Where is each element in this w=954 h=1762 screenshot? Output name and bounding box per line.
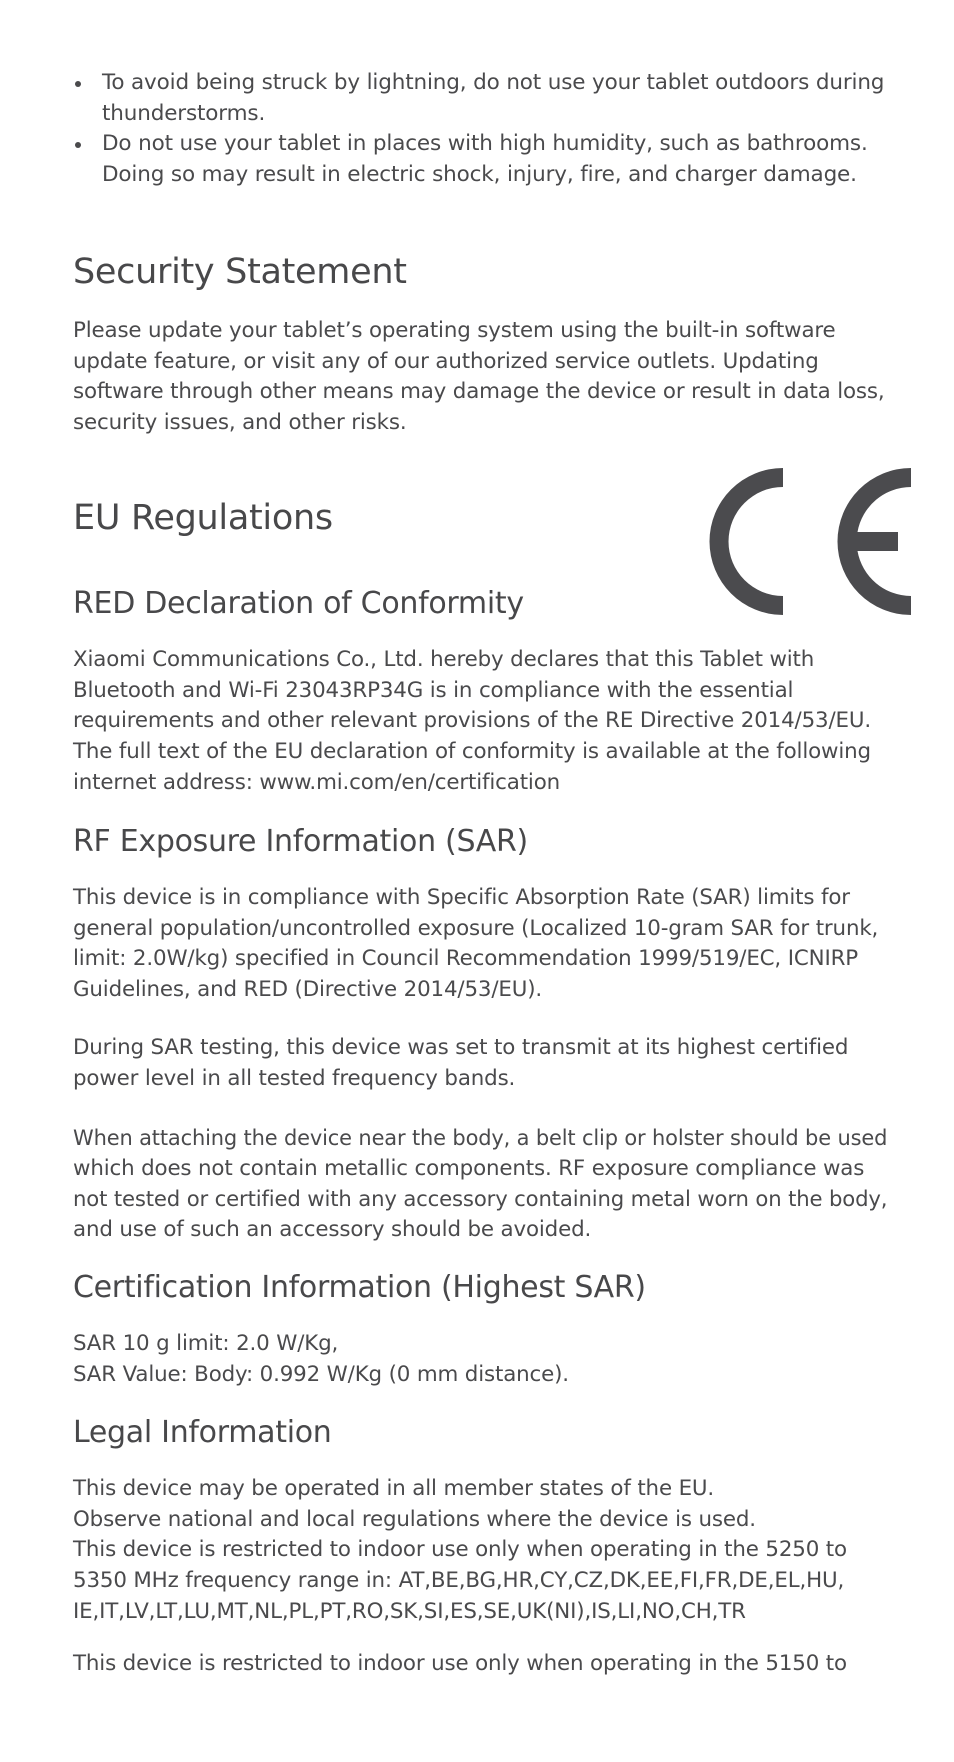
rf-exposure-text-1 bbox=[73, 883, 893, 1006]
red-declaration-heading: RED Declaration of Conformity bbox=[73, 586, 524, 621]
red-declaration-text bbox=[73, 645, 893, 799]
rf-exposure-text-3 bbox=[73, 1123, 893, 1246]
text-line: Bluetooth and Wi-Fi 23043RP34G is in compliance with the essential bbox=[73, 677, 794, 703]
text-line: SAR 10 g limit: 2.0 W/Kg, bbox=[73, 1331, 339, 1356]
bullet-item-lightning bbox=[73, 68, 893, 129]
safety-bullet-list bbox=[73, 68, 893, 191]
text-line: 5350 MHz frequency range in: AT,BE,BG,HR,CY,CZ,DK,EE,FI,FR,DE,EL,HU, bbox=[73, 1568, 845, 1594]
text-line: This device is in compliance with Specific Absorption Rate (SAR) limits for bbox=[73, 885, 850, 910]
text-line: software through other means may damage the device or result in data loss, bbox=[73, 379, 885, 405]
bullet-dot-icon bbox=[75, 142, 81, 148]
certification-heading: Certification Information (Highest SAR) bbox=[73, 1270, 646, 1305]
text-line: Please update your tablet’s operating system using the built-in software bbox=[73, 318, 836, 343]
text-line: requirements and other relevant provisions of the RE Directive 2014/53/EU. bbox=[73, 708, 871, 734]
legal-information-text-2 bbox=[73, 1649, 893, 1680]
text-line: SAR Value: Body: 0.992 W/Kg (0 mm distance). bbox=[73, 1361, 569, 1387]
certification-text bbox=[73, 1329, 893, 1390]
text-line: limit: 2.0W/kg) specified in Council Recommendation 1999/519/EC, ICNIRP bbox=[73, 946, 859, 972]
security-statement-text bbox=[73, 316, 893, 439]
text-line: and use of such an accessory should be avoided. bbox=[73, 1217, 592, 1243]
rf-exposure-text-2 bbox=[73, 1033, 893, 1094]
text-line: general population/uncontrolled exposure (Localized 10-gram SAR for trunk, bbox=[73, 915, 879, 941]
text-line: not tested or certified with any accessory containing metal worn on the body, bbox=[73, 1186, 888, 1212]
text-line: When attaching the device near the body, a belt clip or holster should be used bbox=[73, 1126, 888, 1150]
ce-mark-e bbox=[838, 468, 912, 615]
text-line: which does not contain metallic components. RF exposure compliance was bbox=[73, 1155, 865, 1181]
text-line: update feature, or visit any of our authorized service outlets. Updating bbox=[73, 348, 819, 374]
text-line: internet address: www.mi.com/en/certification bbox=[73, 769, 561, 795]
rf-exposure-heading: RF Exposure Information (SAR) bbox=[73, 824, 528, 859]
text-line: This device may be operated in all member states of the EU. bbox=[73, 1476, 715, 1501]
text-line: power level in all tested frequency bands. bbox=[73, 1065, 516, 1091]
security-statement-heading: Security Statement bbox=[73, 252, 407, 292]
text-line: IE,IT,LV,LT,LU,MT,NL,PL,PT,RO,SK,SI,ES,SE,UK(NI),IS,LI,NO,CH,TR bbox=[73, 1598, 746, 1624]
text-line: During SAR testing, this device was set to transmit at its highest certified bbox=[73, 1035, 849, 1060]
text-line: This device is restricted to indoor use only when operating in the 5150 to bbox=[73, 1651, 847, 1676]
text-line: The full text of the EU declaration of conformity is available at the following bbox=[73, 739, 871, 765]
bullet-item-humidity bbox=[73, 129, 893, 190]
ce-mark-logo bbox=[701, 468, 913, 615]
legal-information-text-1 bbox=[73, 1474, 893, 1628]
eu-regulations-heading: EU Regulations bbox=[73, 498, 333, 538]
text-line: Xiaomi Communications Co., Ltd. hereby declares that this Tablet with bbox=[73, 647, 815, 672]
legal-information-heading: Legal Information bbox=[73, 1415, 332, 1450]
bullet-line: Do not use your tablet in places with high humidity, such as bathrooms. bbox=[102, 131, 868, 157]
text-line: Guidelines, and RED (Directive 2014/53/EU). bbox=[73, 977, 543, 1003]
bullet-line: thunderstorms. bbox=[102, 100, 266, 126]
bullet-line: Doing so may result in electric shock, injury, fire, and charger damage. bbox=[102, 162, 857, 188]
bullet-line: To avoid being struck by lightning, do not use your tablet outdoors during bbox=[102, 70, 885, 95]
ce-mark-c bbox=[710, 468, 784, 615]
text-line: Observe national and local regulations where the device is used. bbox=[73, 1506, 756, 1532]
bullet-dot-icon bbox=[75, 81, 81, 87]
text-line: This device is restricted to indoor use only when operating in the 5250 to bbox=[73, 1537, 847, 1563]
text-line: security issues, and other risks. bbox=[73, 410, 407, 436]
